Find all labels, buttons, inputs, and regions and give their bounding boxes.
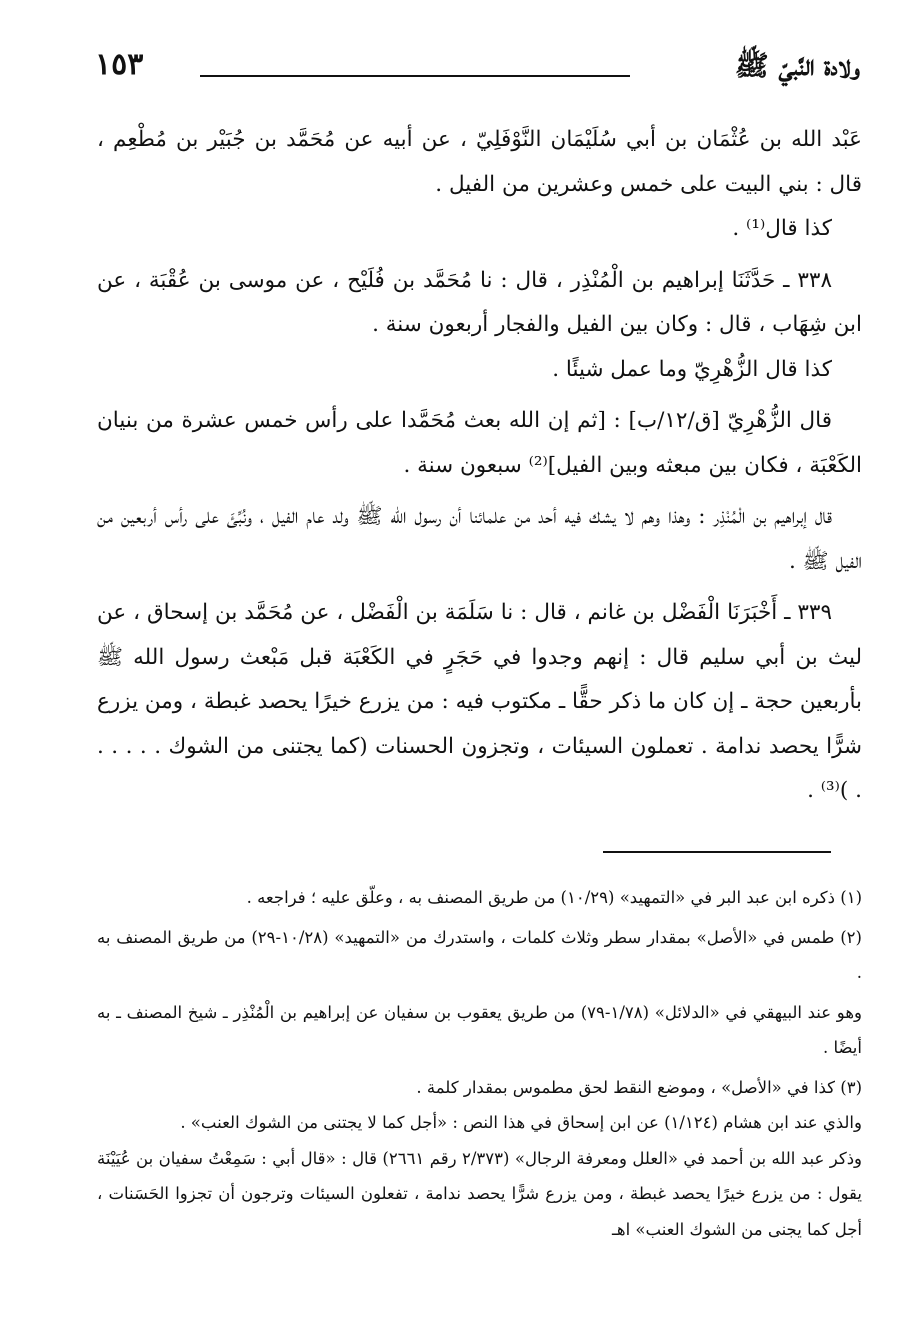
paragraph-hadith-338: ٣٣٨ ـ حَدَّثَنَا إبراهيم بن الْمُنْذِر ، قال : نا مُحَمَّد بن فُلَيْح ، عن موسى بن عُقْبَة ، عن ابن شِهَاب ، قال : وكان بين الفيل والفجار أربعون سنة . xyxy=(97,267,862,337)
footnotes xyxy=(97,880,862,1247)
paragraph-ibrahim: قال إبراهيم بن الْمُنْذِر : وهذا وهم لا يشك فيه أحد من علمائنا أن رسول الله ﷺ ولد عام الفيل ، ونُبِّئَ على رأس أربعين من الفيل ﷺ . xyxy=(97,504,862,574)
main-text xyxy=(97,118,862,814)
page-header xyxy=(95,45,860,95)
paragraph-zuhri: قال الزُّهْرِيّ [ق/١٢/ب] : [ثم إن الله بعث مُحَمَّدا على رأس خمس عشرة من بنيان الكَعْبَة ، فكان بين مبعثه وبين الفيل]⁽²⁾ سبعون سنة . xyxy=(97,408,862,478)
footnote-3: (٣) كذا في «الأصل» ، وموضع النقط لحق مطموس بمقدار كلمة . xyxy=(416,1077,862,1097)
header-rule xyxy=(200,75,630,77)
footnote-1: (١) ذكره ابن عبد البر في «التمهيد» (١٠/٢٩) من طريق المصنف به ، وعلّق عليه ؛ فراجعه . xyxy=(246,888,862,907)
paragraph-note: كذا قال⁽¹⁾ . xyxy=(732,216,832,241)
footnote-2-continued: وهو عند البيهقي في «الدلائل» (١/٧٨-٧٩) من طريق يعقوب بن سفيان عن إبراهيم بن الْمُنْذِر ـ شيخ المصنف ـ به أيضًا . xyxy=(97,1002,862,1057)
footnote-3-abdullah: وذكر عبد الله بن أحمد في «العلل ومعرفة الرجال» (٢/٣٧٣ رقم ٢٦٦١) قال : «قال أبي : سَمِعْتُ سفيان بن عُيَيْنَة يقول : من يزرع خيرًا يحصد غبطة ، ومن يزرع شرًّا يحصد ندامة ، تفعلون السيئات وترجون أن تجزوا الحَسَنات ، أجل كما يجنى من الشوك العنب» اهـ xyxy=(97,1148,863,1239)
running-title: ولادة النَّبيّ ﷺ xyxy=(734,49,860,82)
footnote-separator xyxy=(603,851,831,853)
paragraph-hadith-339: ٣٣٩ ـ أَخْبَرَنَا الْفَضْل بن غانم ، قال : نا سَلَمَة بن الْفَضْل ، عن مُحَمَّد بن إسحاق ، عن ليث بن أبي سليم قال : إنهم وجدوا في حَجَرٍ في الكَعْبَة قبل مَبْعث رسول الله ﷺ بأربعين حجة ـ إن كان ما ذكر حقًّا ـ مكتوب فيه : من يزرع خيرًا يحصد غبطة ، ومن يزرع شرًّا يحصد ندامة . تعملون السيئات ، وتجزون الحسنات (كما يجتنى من الشوك . . . . . . )⁽³⁾ . xyxy=(97,600,862,803)
page-number: ١٥٣ xyxy=(95,47,144,82)
paragraph-comment: كذا قال الزُّهْرِيّ وما عمل شيئًا . xyxy=(552,356,832,382)
paragraph-intro: عَبْد الله بن عُثْمَان بن أبي سُلَيْمَان النَّوْفَلِيّ ، عن أبيه عن مُحَمَّد بن جُبَيْر بن مُطْعِم ، قال : بني البيت على خمس وعشرين من الفيل . xyxy=(97,127,862,197)
footnote-3-ibn-hisham: والذي عند ابن هشام (١/١٢٤) عن ابن إسحاق في هذا النص : «أجل كما لا يجتنى من الشوك العنب» . xyxy=(180,1113,862,1132)
footnote-2: (٢) طمس في «الأصل» بمقدار سطر وثلاث كلمات ، واستدرك من «التمهيد» (١٠/٢٨-٢٩) من طريق المصنف به . xyxy=(97,927,862,982)
